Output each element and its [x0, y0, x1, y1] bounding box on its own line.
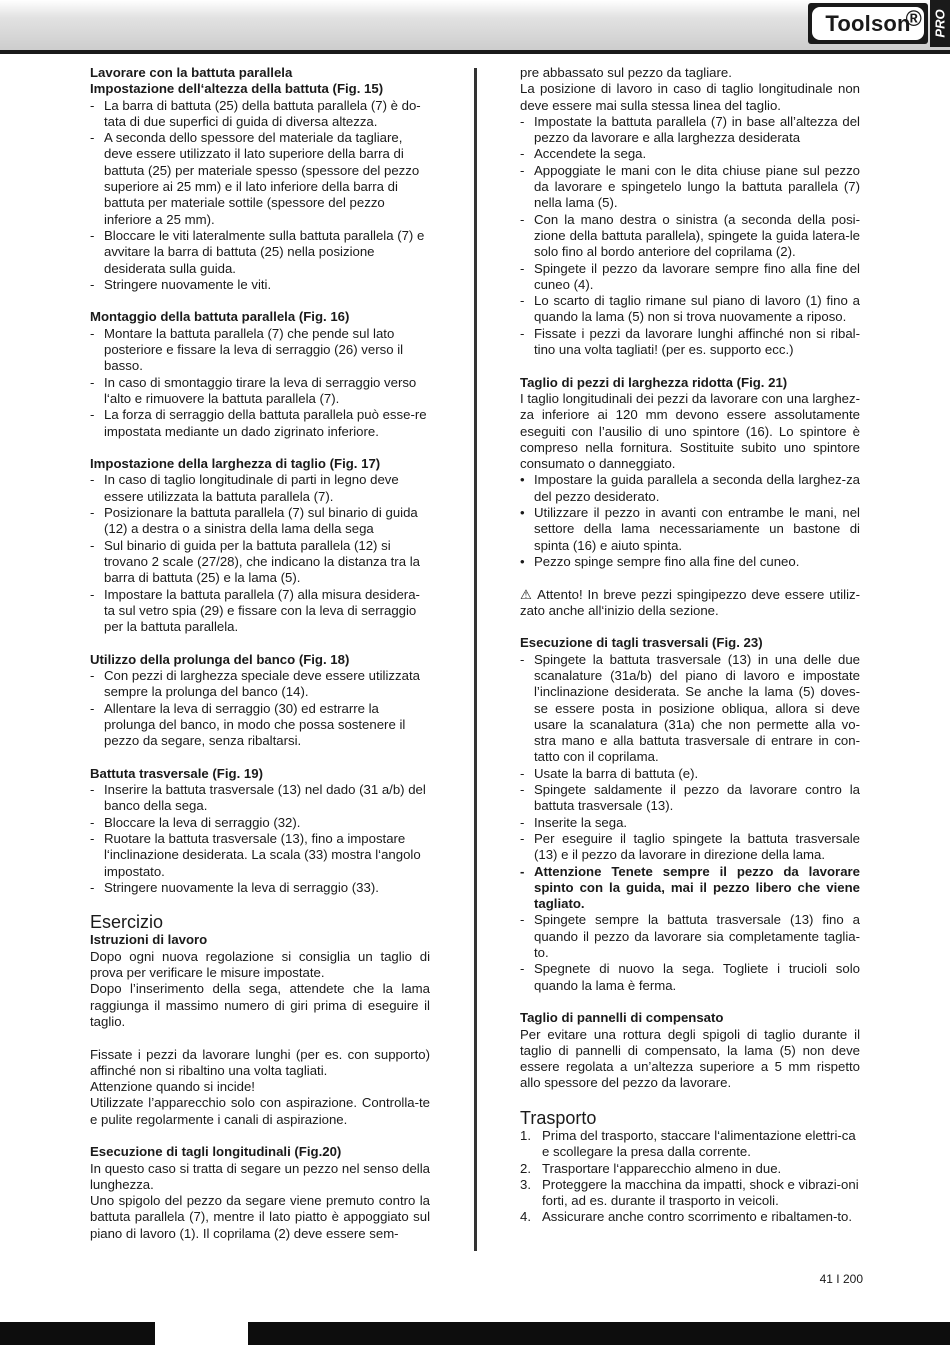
list-item: - Inserire la battuta trasversale (13) nel dado (31 a/b) del banco della sega.	[90, 782, 426, 814]
list-item: - Per eseguire il taglio spingete la battuta trasversale (13) e il pezzo da lavorare in direzione della lama.	[520, 830, 860, 863]
list-item: - Spingete il pezzo da lavorare sempre fino alla fine del cuneo (4).	[520, 260, 860, 292]
bullet-list	[520, 114, 860, 358]
list-item: • Pezzo spinge sempre fino alla fine del cuneo.	[520, 553, 800, 569]
warning-note: ⚠ Attento! In breve pezzi spingipezzo deve essere utiliz-zato anche all‘inizio della sezione.	[520, 586, 860, 618]
bullet-list	[90, 98, 430, 294]
list-item: - Lo scarto di taglio rimane sul piano di lavoro (1) fino a quando la lama (5) non si trova nuovamente a riposo.	[520, 293, 860, 325]
paragraph: pre abbassato sul pezzo da tagliare.	[520, 65, 732, 80]
right-column	[520, 65, 860, 1226]
paragraph: Uno spigolo del pezzo da segare viene premuto contro la battuta parallela (7), mentre il lato piatto è appoggiato sul piano di lavoro (1). Il coprilama (2) deve essere sem-	[90, 1193, 430, 1241]
page-number: 41 I 200	[819, 1272, 863, 1286]
section-title: Impostazione dell‘altezza della battuta (Fig. 15)	[90, 81, 384, 97]
numbered-list	[520, 1128, 860, 1226]
list-item: - Impostate la battuta parallela (7) in base all’altezza del pezzo da lavorare e alla larghezza desiderata	[520, 113, 860, 146]
list-item: - La barra di battuta (25) della battuta parallela (7) è do-tata di due superfici di guida di diversa altezza.	[90, 97, 421, 129]
warning-icon: ⚠	[520, 586, 534, 602]
list-item: • Impostare la guida parallela a seconda della larghez-za del pezzo desiderato.	[520, 472, 860, 504]
list-item: - In caso di smontaggio tirare la leva di serraggio verso l‘alto e rimuovere la battuta parallela (7).	[90, 374, 417, 406]
section-title: Montaggio della battuta parallela (Fig. 16)	[90, 309, 350, 325]
pro-tab	[930, 0, 950, 47]
list-item: - Impostare la battuta parallela (7) alla misura desidera-ta sul vetro spia (29) e fissare con la leva di serraggio per la battuta parallela.	[90, 586, 420, 635]
list-item: - Bloccare le viti lateralmente sulla battuta parallela (7) e avvitare la barra di battuta (25) nella posizione desiderata sulla guida.	[90, 227, 425, 276]
bullet-list	[90, 782, 430, 896]
section-title: Taglio di pannelli di compensato	[520, 1010, 724, 1026]
left-column	[90, 65, 430, 1242]
paragraph: Per evitare una rottura degli spigoli di taglio durante il taglio di pannelli di compensato, la lama (5) non deve essere regolata a un’altezza superiore a 5 mm rispetto allo spessore del pezzo da lavorare.	[520, 1026, 860, 1091]
list-item: - Spingete sempre la battuta trasversale (13) fino a quando il pezzo da lavorare sia completamente taglia-to.	[520, 912, 860, 961]
pro-tab-label: PRO	[932, 9, 948, 38]
logo-plate	[812, 7, 924, 40]
bullet-list	[520, 652, 860, 994]
list-item: - Spingete saldamente il pezzo da lavorare contro la battuta trasversale (13).	[520, 782, 860, 814]
paragraph: Utilizzate l’apparecchio solo con aspirazione. Controlla-te e pulite regolarmente i canali di aspirazione.	[90, 1095, 430, 1127]
list-item: 2. Trasportare l‘apparecchio almeno in due.	[520, 1160, 782, 1176]
column-divider	[474, 68, 477, 1251]
bullet-list	[520, 472, 860, 570]
list-item: - La forza di serraggio della battuta parallela può esse-re impostata mediante un dado zigrinato inferiore.	[90, 407, 427, 439]
list-item-warning: - Attenzione Tenete sempre il pezzo da lavorare spinto con la guida, mai il pezzo libero che viene tagliato.	[520, 863, 860, 912]
footer-bar	[248, 1322, 950, 1345]
list-item: - In caso di taglio longitudinale di parti in legno deve essere utilizzata la battuta parallela (7).	[90, 472, 399, 504]
section-title: Lavorare con la battuta parallela	[90, 65, 293, 80]
section-title: Utilizzo della prolunga del banco (Fig. 18)	[90, 651, 350, 667]
bullet-list	[90, 668, 430, 749]
paragraph: Fissate i pezzi da lavorare lunghi (per es. con supporto) affinché non si ribaltino una volta tagliati.	[90, 1046, 430, 1078]
paragraph: Dopo l’inserimento della sega, attendete che la lama raggiunga il massimo numero di giri prima di eseguire il taglio.	[90, 981, 430, 1029]
list-item: - Spegnete di nuovo la sega. Togliete i trucioli solo quando la lama è ferma.	[520, 961, 860, 993]
list-item: - Appoggiate le mani con le dita chiuse piane sul pezzo da lavorare e spingetelo lungo la battuta parallela (7) nella lama (5).	[520, 162, 860, 211]
list-item: - Stringere nuovamente la leva di serraggio (33).	[90, 879, 379, 895]
bullet-list	[90, 472, 430, 635]
section-title: Battuta trasversale (Fig. 19)	[90, 765, 263, 781]
bullet-list	[90, 326, 430, 440]
list-item: - Ruotare la battuta trasversale (13), fino a impostare l‘inclinazione desiderata. La scala (33) mostra l‘angolo impostato.	[90, 830, 421, 879]
brand-logo	[808, 3, 928, 44]
list-item: 1. Prima del trasporto, staccare l‘alimentazione elettri-ca e scollegare la presa dalla corrente.	[520, 1128, 856, 1160]
list-item: - Sul binario di guida per la battuta parallela (12) si trovano 2 scale (27/28), che indicano la distanza tra la barra di battuta (25) e la lama (5).	[90, 537, 420, 586]
paragraph: I taglio longitudinali dei pezzi da lavorare con una larghez-za inferiore ai 120 mm devono essere assolutamente eseguiti con l’ausilio di uno spintore (16). Lo spintore è compreso nella fornitura. Sostituite subito uno spintore consumato o danneggiato.	[520, 390, 860, 472]
paragraph: Dopo ogni nuova regolazione si consiglia un taglio di prova per verificare le misure impostate.	[90, 948, 430, 981]
section-title: Taglio di pezzi di larghezza ridotta (Fig. 21)	[520, 374, 788, 390]
section-title: Esecuzione di tagli trasversali (Fig. 23)	[520, 635, 763, 651]
chapter-heading: Esercizio	[90, 912, 164, 933]
list-item: - Bloccare la leva di serraggio (32).	[90, 814, 301, 830]
list-item: 3. Proteggere la macchina da impatti, shock e vibrazi-oni forti, ad es. durante il trasporto in veicoli.	[520, 1176, 859, 1209]
list-item: - Accendete la sega.	[520, 146, 647, 162]
section-title: Impostazione della larghezza di taglio (Fig. 17)	[90, 456, 381, 472]
paragraph: Attenzione quando si incide!	[90, 1079, 255, 1095]
chapter-heading: Trasporto	[520, 1108, 597, 1128]
list-item: - Posizionare la battuta parallela (7) sul binario di guida (12) a destra o a sinistra della lama della sega	[90, 505, 418, 537]
list-item: 4. Assicurare anche contro scorrimento e ribaltamen-to.	[520, 1209, 853, 1225]
paragraph: La posizione di lavoro in caso di taglio longitudinale non deve essere mai sulla stessa linea del taglio.	[520, 81, 860, 113]
logo-text: Toolson	[825, 10, 911, 36]
registered-icon: ®	[905, 6, 922, 31]
list-item: - Stringere nuovamente le viti.	[90, 276, 272, 292]
list-item: - Spingete la battuta trasversale (13) in una delle due scanalature (31a/b) del piano di lavoro e impostate l’inclinazione desiderata. Se anche la lama (5) doves-se essere posta in posizione obliqua, allora si deve usare la scanalatura (31a) che non permette alla vo-stra mano e alla battuta trasversale di entrare in con-tatto con il coprilama.	[520, 651, 860, 765]
paragraph: In questo caso si tratta di segare un pezzo nel senso della lunghezza.	[90, 1160, 430, 1192]
list-item: - Inserite la sega.	[520, 814, 628, 830]
list-item: - Usate la barra di battuta (e).	[520, 765, 699, 781]
list-item: • Utilizzare il pezzo in avanti con entrambe le mani, nel settore della lama necessariamente un bastone di spinta (16) e aiuto spinta.	[520, 505, 860, 553]
footer-bar	[0, 1322, 155, 1345]
list-item: - A seconda dello spessore del materiale da tagliare, deve essere utilizzato il lato superiore della barra di battuta (25) per materiale spesso (spessore del pezzo superiore ai 25 mm) e il lato inferiore della barra di battuta per materiale sottile (spessore del pezzo inferiore a 25 mm).	[90, 130, 420, 227]
list-item: - Con la mano destra o sinistra (a seconda della posi-zione della battuta parallela), spingete la guida latera-le solo fino al bordo anteriore del coprilama (2).	[520, 211, 860, 260]
list-item: - Allentare la leva di serraggio (30) ed estrarre la prolunga del banco, in modo che possa sostenere il pezzo da segare, senza ribaltarsi.	[90, 700, 406, 749]
list-item: - Montare la battuta parallela (7) che pende sul lato posteriore e fissare la leva di serraggio (26) verso il basso.	[90, 325, 404, 374]
list-item: - Con pezzi di larghezza speciale deve essere utilizzata sempre la prolunga del banco (14).	[90, 667, 420, 700]
section-title: Istruzioni di lavoro	[90, 932, 208, 948]
list-item: - Fissate i pezzi da lavorare lunghi affinché non si ribal-tino una volta tagliati! (per es. supporto ecc.)	[520, 325, 860, 358]
section-title: Esecuzione di tagli longitudinali (Fig.20)	[90, 1144, 342, 1160]
